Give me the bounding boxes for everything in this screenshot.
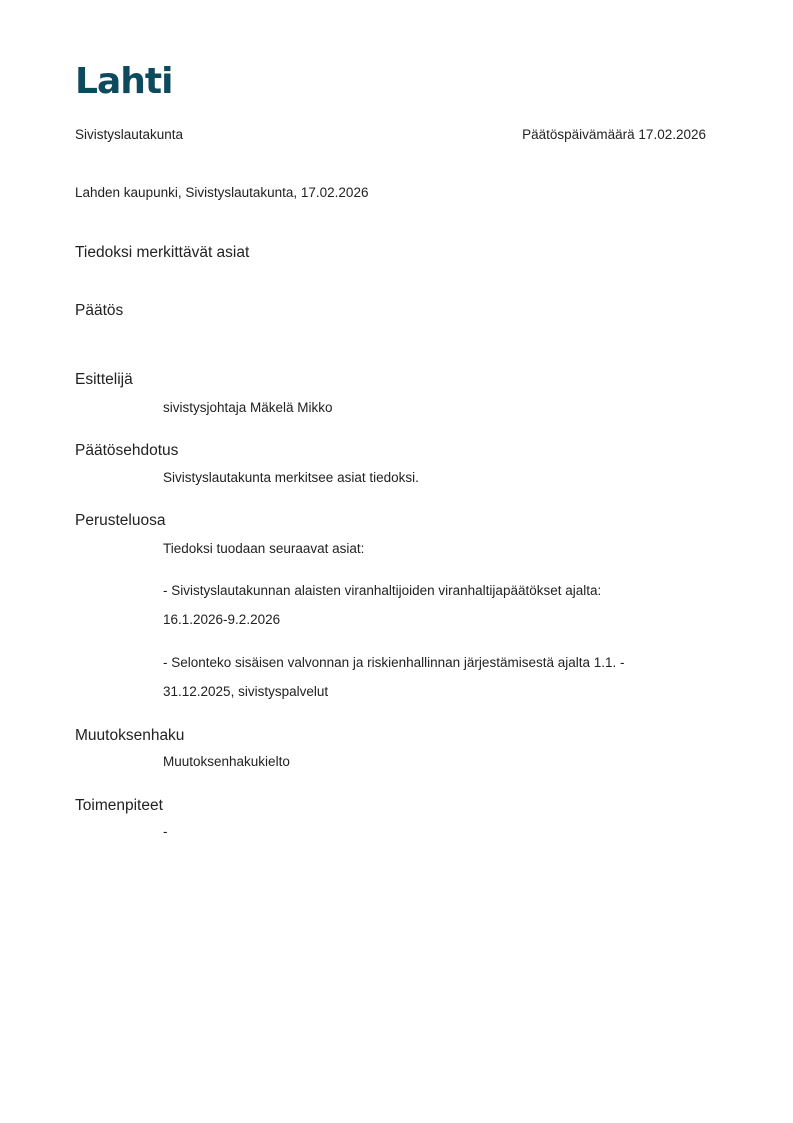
decision-heading: Päätös [75,302,124,319]
rationale-heading: Perusteluosa [75,512,166,529]
appeal-heading: Muutoksenhaku [75,727,185,744]
rationale-item2-line1: - Selonteko sisäisen valvonnan ja riskienhallinnan järjestämisestä ajalta 1.1. - [163,655,625,670]
board-name: Sivistyslautakunta [75,127,184,142]
actions-text: - [163,824,168,839]
rationale-item1-line2: 16.1.2026-9.2.2026 [163,612,281,627]
document-title: Tiedoksi merkittävät asiat [75,244,250,261]
rationale-item1-line1: - Sivistyslautakunnan alaisten viranhaltijoiden viranhaltijapäätökset ajalta: [163,583,602,598]
rationale-item2-line2: 31.12.2025, sivistyspalvelut [163,684,329,699]
appeal-text: Muutoksenhakukielto [163,754,290,769]
meeting-line: Lahden kaupunki, Sivistyslautakunta, 17.02.2026 [75,185,369,200]
decision-date: Päätöspäivämäärä 17.02.2026 [522,127,706,142]
presenter-text: sivistysjohtaja Mäkelä Mikko [163,400,333,415]
lahti-logo: Lahti [75,61,173,102]
presenter-heading: Esittelijä [75,371,133,388]
proposal-text: Sivistyslautakunta merkitsee asiat tiedoksi. [163,470,419,485]
rationale-intro: Tiedoksi tuodaan seuraavat asiat: [163,541,365,556]
actions-heading: Toimenpiteet [75,797,163,814]
proposal-heading: Päätösehdotus [75,442,179,459]
